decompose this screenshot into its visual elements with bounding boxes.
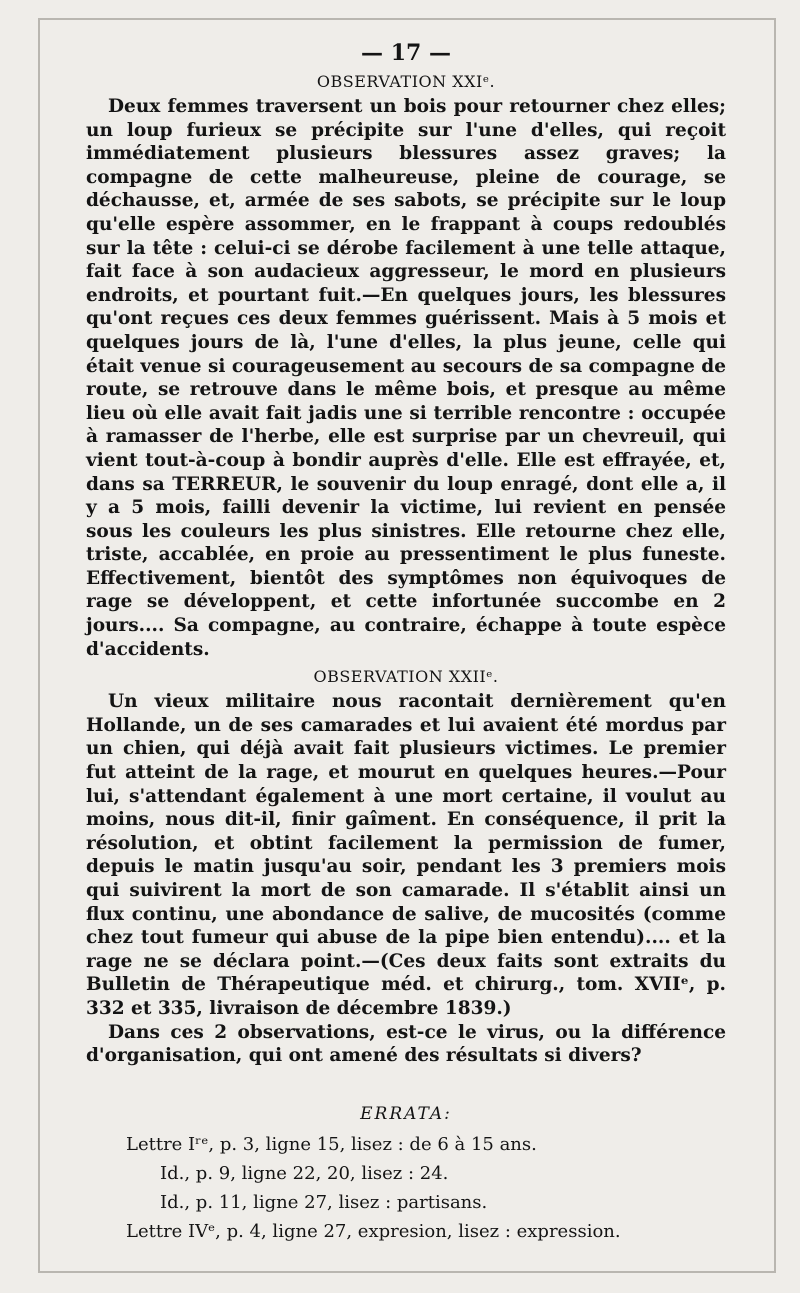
errata-line: Lettre Iʳᵉ, p. 3, ligne 15, lisez : de 6 à 15 ans. bbox=[126, 1133, 537, 1155]
observation-21-text: Deux femmes traversent un bois pour retourner chez elles; un loup furieux se précipite sur l'une d'elles, qui reçoit immédiatement plusieurs blessures assez graves; la compagne de cette malheureuse, pleine de courage, se déchausse, et, armée de ses sabots, se précipite sur le loup qu'elle espère assommer, en le frappant à coups redoublés sur la tête : celui-ci se dérobe facilement à une telle attaque, fait face à son audacieux aggresseur, le mord en plusieurs endroits, et pourtant fuit.—En quelques jours, les blessures qu'ont reçues ces deux femmes guérissent. Mais à 5 mois et quelques jours de là, l'une d'elles, la plus jeune, celle qui était venue si courageusement au secours de sa compagne de route, se retrouve dans le même bois, et presque au même lieu où elle avait fait jadis une si terrible rencontre : occupée à ramasser de l'herbe, elle est surprise par un chevreuil, qui vient tout-à-coup à bondir auprès d'elle. Elle est effrayée, et, dans sa TERREUR, le souvenir du loup enragé, dont elle a, il y a 5 mois, failli devenir la victime, lui revient en pensée sous les couleurs les plus sinistres. Elle retourne chez elle, triste, accablée, en proie au pressentiment le plus funeste. Effectivement, bientôt des symptômes non équivoques de rage se développent, et cette infortunée succombe en 2 jours.... Sa compagne, au contraire, échappe à toute espèce d'accidents. bbox=[86, 96, 726, 660]
closing-question: Dans ces 2 observations, est-ce le virus, ou la différence d'organisation, qui ont amené des résultats si divers? bbox=[86, 1021, 726, 1067]
page-content bbox=[86, 40, 726, 1246]
observation-21-title: OBSERVATION XXIᵉ. bbox=[316, 72, 496, 91]
errata-line: Id., p. 9, ligne 22, 20, lisez : 24. bbox=[160, 1162, 449, 1184]
errata-line: Id., p. 11, ligne 27, lisez : partisans. bbox=[160, 1191, 488, 1213]
page-number: — 17 — bbox=[361, 40, 451, 66]
errata-line: Lettre IVᵉ, p. 4, ligne 27, expresion, lisez : expression. bbox=[126, 1220, 621, 1242]
observation-22-text: Un vieux militaire nous racontait dernièrement qu'en Hollande, un de ses camarades et lui avaient été mordus par un chien, qui déjà avait fait plusieurs victimes. Le premier fut atteint de la rage, et mourut en quelques heures.—Pour lui, s'attendant également à une mort certaine, il voulut au moins, nous dit-il, finir gaîment. En conséquence, il prit la résolution, et obtint facilement la permission de fumer, depuis le matin jusqu'au soir, pendant les 3 premiers mois qui suivirent la mort de son camarade. Il s'établit ainsi un flux continu, une abondance de salive, de mucosités (comme chez tout fumeur qui abuse de la pipe bien entendu).... et la rage ne se déclara point.—(Ces deux faits sont extraits du Bulletin de Thérapeutique méd. et chirurg., tom. XVIIᵉ, p. 332 et 335, livraison de décembre 1839.) bbox=[86, 691, 726, 1019]
observation-22-title: OBSERVATION XXIIᵉ. bbox=[313, 667, 499, 687]
errata-title: ERRATA: bbox=[360, 1103, 452, 1124]
